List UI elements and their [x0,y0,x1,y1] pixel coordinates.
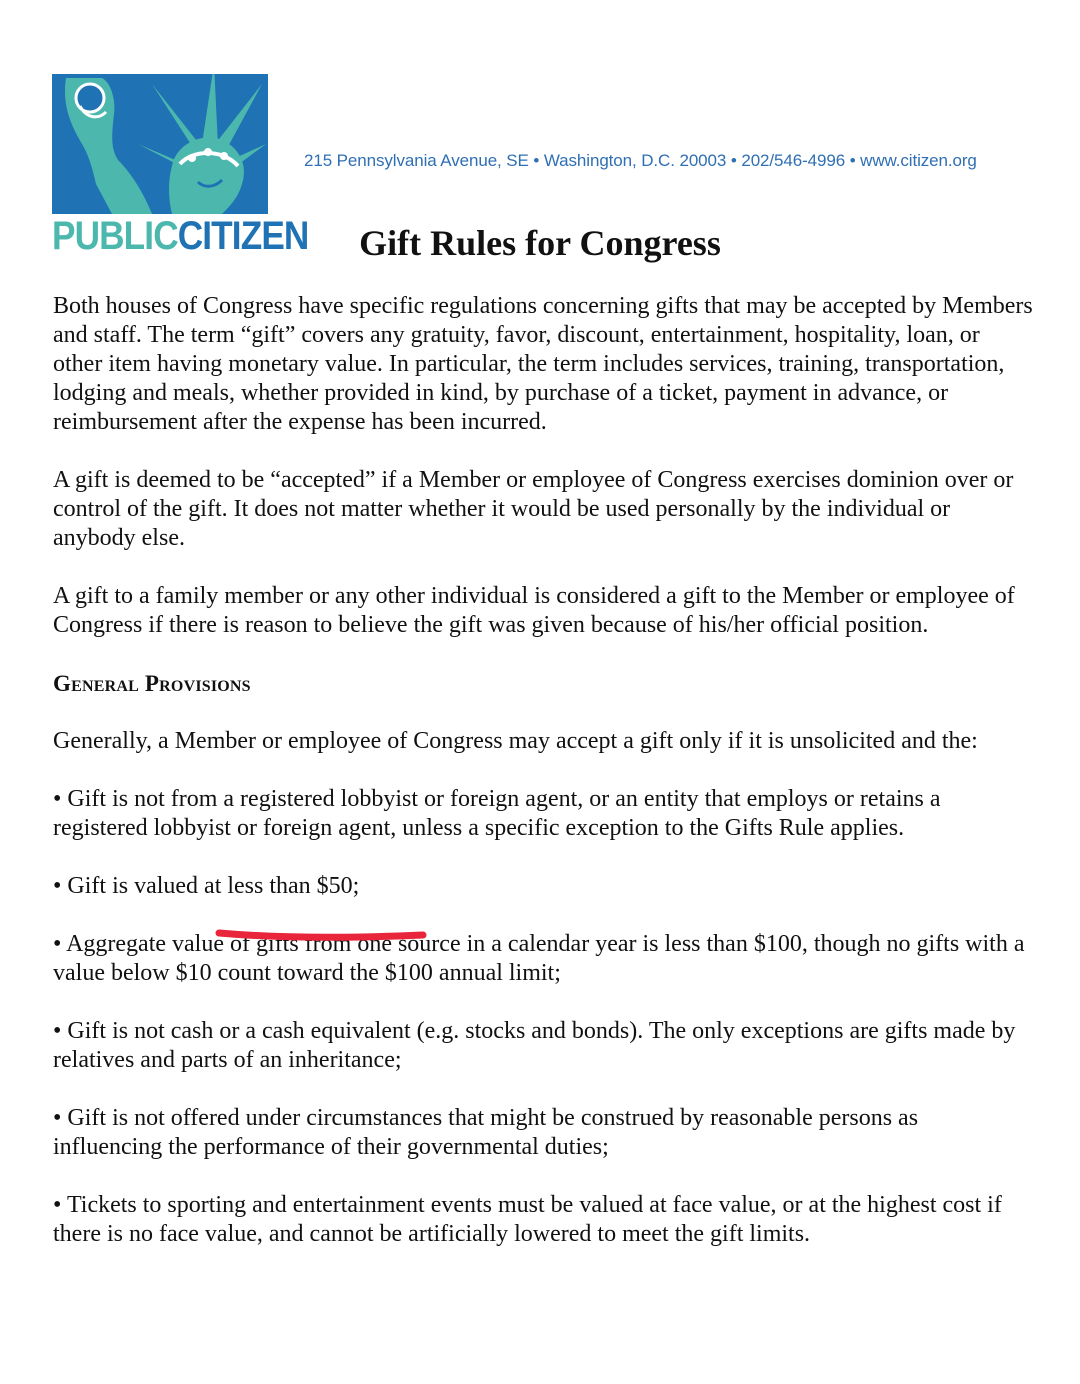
logo-word-public: PUBLIC [52,214,178,258]
paragraph-gift-accepted: A gift is deemed to be “accepted” if a Member or employee of Congress exercises dominion over or control of the gift. It does not matter whether it would be used personally by the individual or anybody else. [53,467,1014,551]
bullet-value-limit: • Gift is valued at less than $50; [53,873,360,899]
bullet-circumstances: • Gift is not offered under circumstances that might be construed by reasonable persons as influencing the performance of their governmental duties; [53,1105,919,1160]
statue-of-liberty-logo-icon [52,74,268,214]
section-heading: General Provisions [53,671,251,696]
letterhead-address: 215 Pennsylvania Avenue, SE • Washington, D.C. 20003 • 202/546-4996 • www.citizen.org [304,151,977,170]
bullet-cash-equivalent: • Gift is not cash or a cash equivalent (e.g. stocks and bonds). The only exceptions are gifts made by relatives and parts of an inheritance; [53,1018,1016,1073]
paragraph-family-gift: A gift to a family member or any other individual is considered a gift to the Member or employee of Congress if there is reason to believe the gift was given because of his/her official position. [53,583,1015,638]
red-underline-annotation [215,927,429,941]
public-citizen-logo [50,46,309,258]
paragraph-gift-definition: Both houses of Congress have specific regulations concerning gifts that may be accepted by Members and staff. The term “gift” covers any gratuity, favor, discount, entertainment, hospitality, loan, or other item having monetary value. In particular, the term includes services, training, transportation, lodging and meals, whether provided in kind, by purchase of a ticket, payment in advance, or reimbursement after the expense has been incurred. [53,293,1033,435]
page-title: Gift Rules for Congress [359,223,721,263]
document-body [53,292,1033,1278]
bullet-aggregate-value: • Aggregate value of gifts from one source in a calendar year is less than $100, though no gifts with a value below $10 count toward the $100 annual limit; [53,931,1025,986]
bullet-lobbyist: • Gift is not from a registered lobbyist or foreign agent, or an entity that employs or retains a registered lobbyist or foreign agent, unless a specific exception to the Gifts Rule applies. [53,786,941,841]
section-intro: Generally, a Member or employee of Congress may accept a gift only if it is unsolicited and the: [53,728,978,754]
bullet-tickets: • Tickets to sporting and entertainment events must be valued at face value, or at the highest cost if there is no face value, and cannot be artificially lowered to meet the gift limits. [53,1192,1002,1247]
logo-word-citizen: CITIZEN [177,214,309,258]
